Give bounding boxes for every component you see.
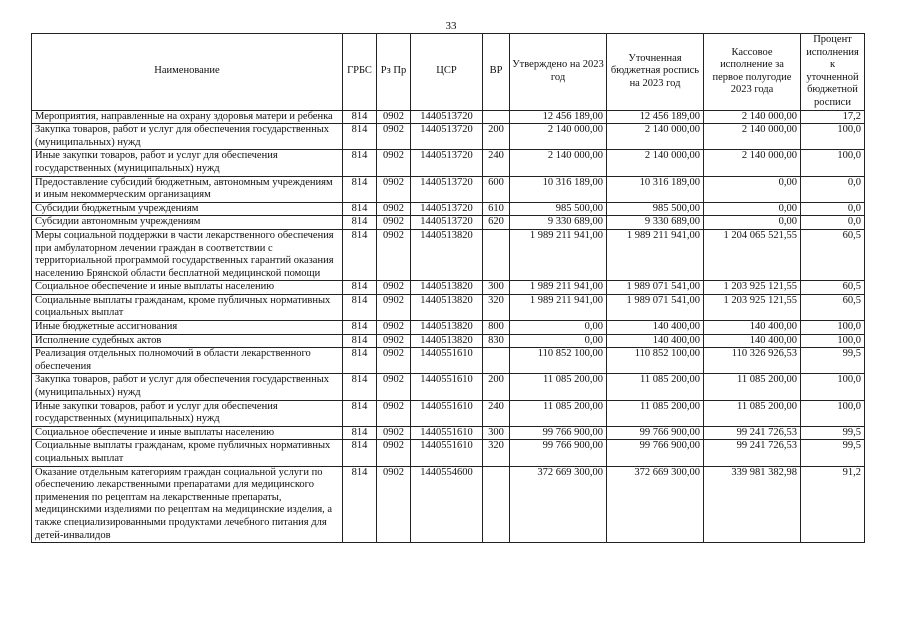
cell-grbs: 814 — [343, 334, 377, 348]
cell-cash: 1 203 925 121,55 — [704, 294, 801, 320]
cell-rzpr: 0902 — [377, 440, 411, 466]
cell-cash: 2 140 000,00 — [704, 124, 801, 150]
cell-vr — [483, 110, 510, 124]
table-row — [32, 294, 865, 320]
cell-name: Закупка товаров, работ и услуг для обеспечения государственных (муниципальных) нужд — [32, 124, 343, 150]
cell-csr: 1440513820 — [411, 229, 483, 280]
cell-name: Социальные выплаты гражданам, кроме публичных нормативных социальных выплат — [32, 440, 343, 466]
cell-approved: 99 766 900,00 — [510, 426, 607, 440]
cell-rzpr: 0902 — [377, 334, 411, 348]
cell-refined: 1 989 071 541,00 — [607, 281, 704, 295]
table-row — [32, 229, 865, 280]
cell-approved: 1 989 211 941,00 — [510, 281, 607, 295]
cell-refined: 110 852 100,00 — [607, 348, 704, 374]
cell-approved: 11 085 200,00 — [510, 374, 607, 400]
cell-vr: 610 — [483, 202, 510, 216]
header-approved: Утверждено на 2023 год — [510, 34, 607, 111]
cell-name: Предоставление субсидий бюджетным, автономным учреждениям и иным некоммерческим организациям — [32, 176, 343, 202]
cell-grbs: 814 — [343, 176, 377, 202]
cell-csr: 1440551610 — [411, 400, 483, 426]
cell-percent: 91,2 — [801, 466, 865, 543]
cell-csr: 1440513820 — [411, 294, 483, 320]
header-row — [32, 34, 865, 111]
cell-vr: 320 — [483, 440, 510, 466]
cell-rzpr: 0902 — [377, 150, 411, 176]
cell-name: Мероприятия, направленные на охрану здоровья матери и ребенка — [32, 110, 343, 124]
cell-csr: 1440513720 — [411, 150, 483, 176]
table-row — [32, 321, 865, 335]
cell-csr: 1440513720 — [411, 216, 483, 230]
header-rzpr: Рз Пр — [377, 34, 411, 111]
table-row — [32, 400, 865, 426]
cell-cash: 140 400,00 — [704, 334, 801, 348]
cell-cash: 0,00 — [704, 216, 801, 230]
cell-percent: 0,0 — [801, 202, 865, 216]
cell-refined: 2 140 000,00 — [607, 124, 704, 150]
cell-csr: 1440551610 — [411, 374, 483, 400]
cell-refined: 1 989 071 541,00 — [607, 294, 704, 320]
cell-vr — [483, 348, 510, 374]
cell-cash: 0,00 — [704, 202, 801, 216]
table-row — [32, 348, 865, 374]
cell-csr: 1440513720 — [411, 202, 483, 216]
cell-grbs: 814 — [343, 400, 377, 426]
cell-refined: 99 766 900,00 — [607, 440, 704, 466]
cell-rzpr: 0902 — [377, 426, 411, 440]
header-grbs: ГРБС — [343, 34, 377, 111]
cell-cash: 11 085 200,00 — [704, 400, 801, 426]
cell-vr: 600 — [483, 176, 510, 202]
cell-refined: 140 400,00 — [607, 321, 704, 335]
cell-csr: 1440513820 — [411, 281, 483, 295]
cell-cash: 11 085 200,00 — [704, 374, 801, 400]
cell-refined: 140 400,00 — [607, 334, 704, 348]
cell-grbs: 814 — [343, 281, 377, 295]
cell-name: Субсидии бюджетным учреждениям — [32, 202, 343, 216]
header-vr: ВР — [483, 34, 510, 111]
cell-csr: 1440551610 — [411, 440, 483, 466]
cell-csr: 1440513720 — [411, 124, 483, 150]
cell-name: Социальное обеспечение и иные выплаты населению — [32, 426, 343, 440]
cell-percent: 0,0 — [801, 216, 865, 230]
cell-percent: 0,0 — [801, 176, 865, 202]
cell-rzpr: 0902 — [377, 281, 411, 295]
cell-refined: 2 140 000,00 — [607, 150, 704, 176]
cell-name: Иные закупки товаров, работ и услуг для обеспечения государственных (муниципальных) нужд — [32, 150, 343, 176]
cell-cash: 110 326 926,53 — [704, 348, 801, 374]
cell-grbs: 814 — [343, 426, 377, 440]
cell-rzpr: 0902 — [377, 400, 411, 426]
cell-rzpr: 0902 — [377, 321, 411, 335]
cell-approved: 372 669 300,00 — [510, 466, 607, 543]
cell-name: Социальное обеспечение и иные выплаты населению — [32, 281, 343, 295]
cell-rzpr: 0902 — [377, 110, 411, 124]
cell-refined: 10 316 189,00 — [607, 176, 704, 202]
cell-name: Меры социальной поддержки в части лекарственного обеспечения при амбулаторном лечении граждан в соответствии с территориальной программой государственных гарантий оказания населению Брянской области бесплатной медицинской помощи — [32, 229, 343, 280]
table-row — [32, 426, 865, 440]
cell-grbs: 814 — [343, 374, 377, 400]
cell-approved: 11 085 200,00 — [510, 400, 607, 426]
cell-approved: 985 500,00 — [510, 202, 607, 216]
cell-rzpr: 0902 — [377, 294, 411, 320]
header-cash: Кассовое исполнение за первое полугодие 2023 года — [704, 34, 801, 111]
cell-percent: 100,0 — [801, 400, 865, 426]
table-row — [32, 202, 865, 216]
cell-refined: 985 500,00 — [607, 202, 704, 216]
cell-vr: 300 — [483, 426, 510, 440]
cell-percent: 99,5 — [801, 426, 865, 440]
cell-percent: 60,5 — [801, 281, 865, 295]
cell-vr — [483, 466, 510, 543]
cell-refined: 9 330 689,00 — [607, 216, 704, 230]
table-row — [32, 334, 865, 348]
header-name: Наименование — [32, 34, 343, 111]
cell-refined: 372 669 300,00 — [607, 466, 704, 543]
header-refined: Уточненная бюджетная роспись на 2023 год — [607, 34, 704, 111]
cell-refined: 99 766 900,00 — [607, 426, 704, 440]
page-number: 33 — [445, 20, 457, 32]
cell-name: Закупка товаров, работ и услуг для обеспечения государственных (муниципальных) нужд — [32, 374, 343, 400]
cell-rzpr: 0902 — [377, 466, 411, 543]
cell-name: Исполнение судебных актов — [32, 334, 343, 348]
cell-refined: 12 456 189,00 — [607, 110, 704, 124]
cell-csr: 1440513720 — [411, 176, 483, 202]
cell-grbs: 814 — [343, 202, 377, 216]
cell-percent: 99,5 — [801, 348, 865, 374]
cell-vr: 620 — [483, 216, 510, 230]
cell-percent: 60,5 — [801, 229, 865, 280]
cell-approved: 12 456 189,00 — [510, 110, 607, 124]
cell-approved: 2 140 000,00 — [510, 150, 607, 176]
table-row — [32, 110, 865, 124]
table-row — [32, 150, 865, 176]
cell-csr: 1440551610 — [411, 426, 483, 440]
cell-approved: 10 316 189,00 — [510, 176, 607, 202]
cell-grbs: 814 — [343, 294, 377, 320]
cell-name: Оказание отдельным категориям граждан социальной услуги по обеспечению лекарственными препаратами для медицинского применения по рецептам на лекарственные препараты, медицинскими изделиями по рецептам на медицинские изделия, а также специализированными продуктами лечебного питания для детей-инвалидов — [32, 466, 343, 543]
cell-refined: 11 085 200,00 — [607, 400, 704, 426]
table-row — [32, 176, 865, 202]
cell-name: Иные бюджетные ассигнования — [32, 321, 343, 335]
cell-csr: 1440554600 — [411, 466, 483, 543]
cell-cash: 0,00 — [704, 176, 801, 202]
table-row — [32, 124, 865, 150]
table-row — [32, 374, 865, 400]
cell-percent: 60,5 — [801, 294, 865, 320]
cell-refined: 1 989 211 941,00 — [607, 229, 704, 280]
cell-approved: 9 330 689,00 — [510, 216, 607, 230]
cell-approved: 0,00 — [510, 321, 607, 335]
cell-csr: 1440513820 — [411, 321, 483, 335]
budget-table — [31, 33, 865, 543]
cell-vr — [483, 229, 510, 280]
cell-grbs: 814 — [343, 440, 377, 466]
cell-percent: 99,5 — [801, 440, 865, 466]
cell-approved: 0,00 — [510, 334, 607, 348]
cell-percent: 100,0 — [801, 150, 865, 176]
cell-grbs: 814 — [343, 229, 377, 280]
cell-name: Социальные выплаты гражданам, кроме публичных нормативных социальных выплат — [32, 294, 343, 320]
cell-vr: 200 — [483, 124, 510, 150]
cell-rzpr: 0902 — [377, 229, 411, 280]
cell-cash: 140 400,00 — [704, 321, 801, 335]
cell-vr: 240 — [483, 150, 510, 176]
cell-grbs: 814 — [343, 110, 377, 124]
cell-vr: 200 — [483, 374, 510, 400]
cell-name: Реализация отдельных полномочий в области лекарственного обеспечения — [32, 348, 343, 374]
cell-name: Субсидии автономным учреждениям — [32, 216, 343, 230]
cell-approved: 2 140 000,00 — [510, 124, 607, 150]
cell-name: Иные закупки товаров, работ и услуг для обеспечения государственных (муниципальных) нужд — [32, 400, 343, 426]
cell-percent: 100,0 — [801, 374, 865, 400]
cell-rzpr: 0902 — [377, 124, 411, 150]
cell-approved: 99 766 900,00 — [510, 440, 607, 466]
cell-percent: 100,0 — [801, 334, 865, 348]
table-row — [32, 216, 865, 230]
table-row — [32, 281, 865, 295]
header-percent: Процент исполнения к уточненной бюджетной росписи — [801, 34, 865, 111]
cell-cash: 99 241 726,53 — [704, 440, 801, 466]
cell-rzpr: 0902 — [377, 202, 411, 216]
cell-csr: 1440551610 — [411, 348, 483, 374]
cell-percent: 17,2 — [801, 110, 865, 124]
cell-rzpr: 0902 — [377, 348, 411, 374]
cell-grbs: 814 — [343, 124, 377, 150]
cell-rzpr: 0902 — [377, 176, 411, 202]
cell-vr: 240 — [483, 400, 510, 426]
table-row — [32, 440, 865, 466]
cell-approved: 1 989 211 941,00 — [510, 294, 607, 320]
cell-rzpr: 0902 — [377, 216, 411, 230]
cell-percent: 100,0 — [801, 124, 865, 150]
cell-csr: 1440513820 — [411, 334, 483, 348]
cell-refined: 11 085 200,00 — [607, 374, 704, 400]
cell-vr: 320 — [483, 294, 510, 320]
cell-approved: 110 852 100,00 — [510, 348, 607, 374]
cell-vr: 300 — [483, 281, 510, 295]
cell-grbs: 814 — [343, 216, 377, 230]
cell-vr: 830 — [483, 334, 510, 348]
table-row — [32, 466, 865, 543]
cell-csr: 1440513720 — [411, 110, 483, 124]
cell-cash: 1 204 065 521,55 — [704, 229, 801, 280]
cell-vr: 800 — [483, 321, 510, 335]
header-csr: ЦСР — [411, 34, 483, 111]
cell-rzpr: 0902 — [377, 374, 411, 400]
cell-grbs: 814 — [343, 466, 377, 543]
cell-approved: 1 989 211 941,00 — [510, 229, 607, 280]
cell-cash: 1 203 925 121,55 — [704, 281, 801, 295]
cell-grbs: 814 — [343, 321, 377, 335]
cell-cash: 2 140 000,00 — [704, 150, 801, 176]
cell-percent: 100,0 — [801, 321, 865, 335]
cell-cash: 339 981 382,98 — [704, 466, 801, 543]
cell-grbs: 814 — [343, 348, 377, 374]
cell-cash: 2 140 000,00 — [704, 110, 801, 124]
cell-grbs: 814 — [343, 150, 377, 176]
cell-cash: 99 241 726,53 — [704, 426, 801, 440]
